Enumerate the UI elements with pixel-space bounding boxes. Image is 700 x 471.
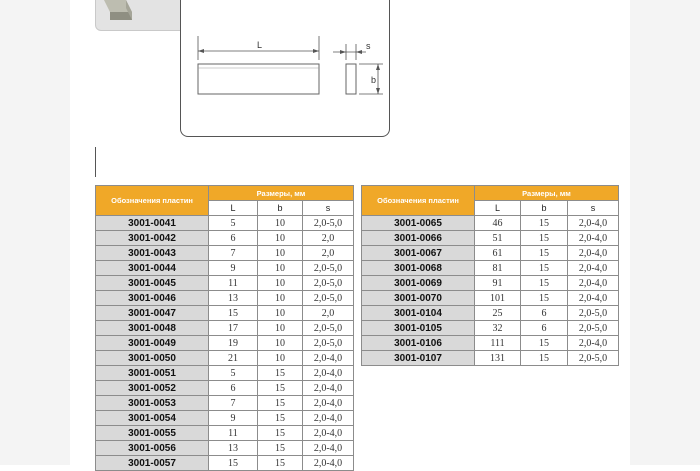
- table-row: [96, 396, 354, 411]
- table-row: [362, 291, 619, 306]
- width-cell: 15: [521, 246, 568, 261]
- plate-code-cell: 3001-0047: [96, 306, 209, 321]
- width-cell: 15: [258, 396, 303, 411]
- thickness-cell: 2,0-4,0: [303, 381, 354, 396]
- plate-code-cell: 3001-0044: [96, 261, 209, 276]
- thickness-cell: 2,0-4,0: [303, 396, 354, 411]
- table-row: [362, 246, 619, 261]
- thickness-cell: 2,0-5,0: [303, 216, 354, 231]
- length-cell: 15: [209, 306, 258, 321]
- thickness-cell: 2,0-4,0: [568, 216, 619, 231]
- thickness-cell: 2,0-4,0: [568, 291, 619, 306]
- plate-code-cell: 3001-0043: [96, 246, 209, 261]
- length-cell: 7: [209, 396, 258, 411]
- width-cell: 10: [258, 216, 303, 231]
- length-cell: 11: [209, 426, 258, 441]
- table-row: [96, 366, 354, 381]
- table-row: [362, 216, 619, 231]
- thickness-cell: 2,0-4,0: [303, 411, 354, 426]
- plate-code-cell: 3001-0068: [362, 261, 475, 276]
- thickness-cell: 2,0-5,0: [303, 261, 354, 276]
- designation-header: Обозначения пластин: [96, 186, 209, 216]
- col-L-header: L: [475, 201, 521, 216]
- width-cell: 15: [521, 261, 568, 276]
- height-dim-label: b: [371, 75, 377, 85]
- thickness-dim-label: s: [366, 41, 371, 51]
- thickness-cell: 2,0: [303, 306, 354, 321]
- length-cell: 21: [209, 351, 258, 366]
- table-row: [362, 261, 619, 276]
- plates-table-left: [95, 185, 354, 471]
- table-row: [96, 321, 354, 336]
- plate-code-cell: 3001-0069: [362, 276, 475, 291]
- table-row: [96, 291, 354, 306]
- length-cell: 6: [209, 231, 258, 246]
- col-s-header: s: [303, 201, 354, 216]
- table-row: [362, 231, 619, 246]
- plate-code-cell: 3001-0042: [96, 231, 209, 246]
- thickness-cell: 2,0-5,0: [568, 351, 619, 366]
- page-margin-right: [630, 0, 700, 465]
- plate-code-cell: 3001-0056: [96, 441, 209, 456]
- length-cell: 46: [475, 216, 521, 231]
- length-cell: 25: [475, 306, 521, 321]
- thickness-cell: 2,0-4,0: [568, 261, 619, 276]
- width-cell: 6: [521, 321, 568, 336]
- table-header-row: [96, 186, 354, 201]
- technical-drawing: [180, 0, 390, 137]
- plate-code-cell: 3001-0045: [96, 276, 209, 291]
- col-s-header: s: [568, 201, 619, 216]
- col-b-header: b: [258, 201, 303, 216]
- length-cell: 101: [475, 291, 521, 306]
- plate-code-cell: 3001-0057: [96, 456, 209, 471]
- length-cell: 51: [475, 231, 521, 246]
- plate-code-cell: 3001-0106: [362, 336, 475, 351]
- table-row: [96, 276, 354, 291]
- thickness-cell: 2,0-4,0: [568, 246, 619, 261]
- length-cell: 111: [475, 336, 521, 351]
- thickness-cell: 2,0-4,0: [303, 351, 354, 366]
- plate-code-cell: 3001-0065: [362, 216, 475, 231]
- plate-dimension-drawing: [181, 0, 389, 144]
- plate-code-cell: 3001-0070: [362, 291, 475, 306]
- width-cell: 10: [258, 231, 303, 246]
- width-cell: 15: [258, 441, 303, 456]
- thickness-cell: 2,0-5,0: [303, 291, 354, 306]
- width-cell: 10: [258, 276, 303, 291]
- width-cell: 15: [258, 411, 303, 426]
- col-b-header: b: [521, 201, 568, 216]
- length-cell: 32: [475, 321, 521, 336]
- length-cell: 17: [209, 321, 258, 336]
- plate-code-cell: 3001-0054: [96, 411, 209, 426]
- width-cell: 6: [521, 306, 568, 321]
- width-cell: 10: [258, 321, 303, 336]
- thickness-cell: 2,0-5,0: [303, 321, 354, 336]
- plate-code-cell: 3001-0104: [362, 306, 475, 321]
- table-row: [96, 261, 354, 276]
- thickness-cell: 2,0-4,0: [303, 366, 354, 381]
- table-row: [96, 306, 354, 321]
- width-cell: 10: [258, 306, 303, 321]
- width-cell: 15: [521, 291, 568, 306]
- thickness-cell: 2,0-4,0: [303, 456, 354, 471]
- table-row: [96, 336, 354, 351]
- thickness-cell: 2,0: [303, 231, 354, 246]
- thickness-cell: 2,0-4,0: [568, 336, 619, 351]
- thickness-cell: 2,0-4,0: [568, 231, 619, 246]
- thickness-cell: 2,0-4,0: [303, 426, 354, 441]
- plate-code-cell: 3001-0053: [96, 396, 209, 411]
- width-cell: 15: [258, 366, 303, 381]
- width-cell: 15: [521, 336, 568, 351]
- width-cell: 10: [258, 291, 303, 306]
- plate-code-cell: 3001-0105: [362, 321, 475, 336]
- width-cell: 15: [521, 276, 568, 291]
- width-cell: 15: [258, 426, 303, 441]
- length-cell: 91: [475, 276, 521, 291]
- width-cell: 10: [258, 351, 303, 366]
- dimensions-header: Размеры, мм: [209, 186, 354, 201]
- length-cell: 5: [209, 366, 258, 381]
- width-cell: 15: [521, 351, 568, 366]
- plate-code-cell: 3001-0048: [96, 321, 209, 336]
- thickness-cell: 2,0-5,0: [303, 276, 354, 291]
- length-cell: 6: [209, 381, 258, 396]
- length-cell: 131: [475, 351, 521, 366]
- length-cell: 13: [209, 441, 258, 456]
- length-cell: 81: [475, 261, 521, 276]
- table-row: [362, 336, 619, 351]
- thickness-cell: 2,0-5,0: [303, 336, 354, 351]
- width-cell: 10: [258, 336, 303, 351]
- length-cell: 15: [209, 456, 258, 471]
- plate-code-cell: 3001-0107: [362, 351, 475, 366]
- thickness-cell: 2,0: [303, 246, 354, 261]
- length-cell: 61: [475, 246, 521, 261]
- table-row: [96, 456, 354, 471]
- page-margin-left: [0, 0, 70, 465]
- length-cell: 13: [209, 291, 258, 306]
- designation-header: Обозначения пластин: [362, 186, 475, 216]
- length-cell: 11: [209, 276, 258, 291]
- col-L-header: L: [209, 201, 258, 216]
- width-cell: 10: [258, 246, 303, 261]
- thickness-cell: 2,0-5,0: [568, 321, 619, 336]
- length-dim-label: L: [257, 40, 263, 50]
- table-header-row: [362, 186, 619, 201]
- thickness-cell: 2,0-4,0: [568, 276, 619, 291]
- table-row: [96, 411, 354, 426]
- table-row: [96, 426, 354, 441]
- table-row: [96, 231, 354, 246]
- plate-code-cell: 3001-0046: [96, 291, 209, 306]
- table-row: [362, 306, 619, 321]
- width-cell: 10: [258, 261, 303, 276]
- plate-code-cell: 3001-0067: [362, 246, 475, 261]
- length-cell: 7: [209, 246, 258, 261]
- plate-code-cell: 3001-0051: [96, 366, 209, 381]
- length-cell: 5: [209, 216, 258, 231]
- table-row: [96, 351, 354, 366]
- plate-code-cell: 3001-0050: [96, 351, 209, 366]
- length-cell: 19: [209, 336, 258, 351]
- table-row: [362, 276, 619, 291]
- width-cell: 15: [521, 231, 568, 246]
- text-cursor: [95, 147, 96, 177]
- length-cell: 9: [209, 411, 258, 426]
- dimensions-header: Размеры, мм: [475, 186, 619, 201]
- thickness-cell: 2,0-5,0: [568, 306, 619, 321]
- table-row: [362, 351, 619, 366]
- thickness-cell: 2,0-4,0: [303, 441, 354, 456]
- plates-table-right: [361, 185, 619, 366]
- plate-code-cell: 3001-0041: [96, 216, 209, 231]
- table-row: [96, 441, 354, 456]
- length-cell: 9: [209, 261, 258, 276]
- plate-code-cell: 3001-0066: [362, 231, 475, 246]
- plate-code-cell: 3001-0052: [96, 381, 209, 396]
- table-row: [96, 381, 354, 396]
- plate-code-cell: 3001-0049: [96, 336, 209, 351]
- width-cell: 15: [258, 381, 303, 396]
- table-row: [96, 216, 354, 231]
- table-row: [362, 321, 619, 336]
- plate-code-cell: 3001-0055: [96, 426, 209, 441]
- width-cell: 15: [521, 216, 568, 231]
- width-cell: 15: [258, 456, 303, 471]
- table-row: [96, 246, 354, 261]
